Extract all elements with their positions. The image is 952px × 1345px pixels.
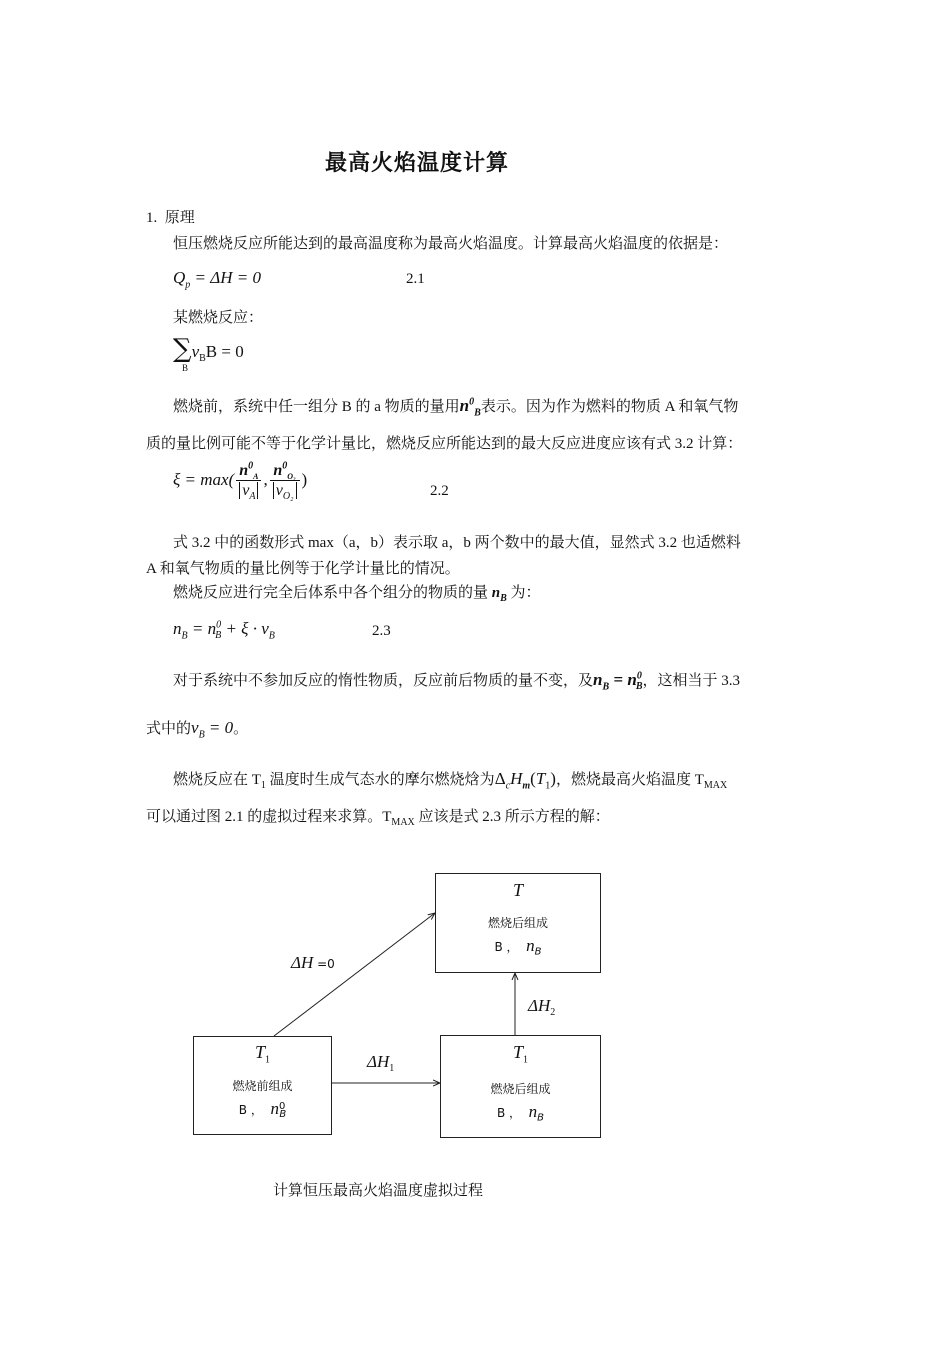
right-species-b: B ， xyxy=(496,1106,522,1120)
left-label: 燃烧前组成 xyxy=(232,1079,293,1093)
delta-h-diag: ΔH xyxy=(291,953,314,972)
para5-t1-sub: 1 xyxy=(260,780,266,791)
intro-paragraph: 恒压燃烧反应所能达到的最高温度称为最高火焰温度。计算最高火焰温度的依据是： xyxy=(173,236,729,252)
left-temp-sub: 1 xyxy=(265,1054,270,1066)
eq2-num1: n xyxy=(239,462,249,479)
para2-line2: 质的量比例可能不等于化学计量比，燃烧反应所能达到的最大反应进度应该有式 3.2 计算： xyxy=(146,436,743,452)
para3-line2: A 和氧气物质的量比例等于化学计量比的情况。 xyxy=(146,561,460,577)
para5-line1-b: 温度时生成气态水的摩尔燃烧焓为 xyxy=(265,772,495,788)
section-number: 1. xyxy=(146,210,158,226)
eq3-mid-sub: B xyxy=(215,630,222,642)
nB-equals-n0B: $n_B = n^0_B$ xyxy=(593,670,643,693)
state-box-final xyxy=(435,873,601,973)
para4-line1-b: ，这相当于 3.3 xyxy=(642,673,740,689)
para5-line1-c: ，燃烧最高火焰温度 T xyxy=(555,772,704,788)
label-delta-h-zero xyxy=(291,953,335,973)
right-n: n xyxy=(528,1102,538,1121)
equation-label-2-3: 2.3 xyxy=(372,623,391,639)
state-box-initial xyxy=(193,1036,332,1135)
sum-symbol: ∑ xyxy=(173,334,192,364)
top-species xyxy=(436,936,600,956)
left-temp-t: T xyxy=(254,1042,265,1062)
para5-line1-a: 燃烧反应在 T xyxy=(173,772,261,788)
label-delta-h2 xyxy=(528,996,556,1019)
top-species-b: B ， xyxy=(494,940,519,954)
right-n-sub: B xyxy=(537,1112,545,1124)
para3-line1: 式 3.2 中的函数形式 max（a，b）表示取 a，b 两个数中的最大值，显然式 3.2 也适燃料 xyxy=(173,535,741,551)
sum-under: B xyxy=(182,363,189,373)
eq3-rest-sub: B xyxy=(268,630,275,642)
eq2-den2: ν xyxy=(275,482,283,499)
left-species-b: B ， xyxy=(238,1103,263,1117)
nuB-zero: $\nu_B = 0$ xyxy=(191,718,234,741)
para5-tmax-sub: MAX xyxy=(703,780,728,791)
eq2-den1-sub: A xyxy=(249,491,256,503)
label-delta-h1 xyxy=(367,1052,395,1075)
eq3-lhs: n xyxy=(173,619,182,638)
state-box-intermediate xyxy=(440,1035,601,1138)
para4-line2-a: 式中的 xyxy=(146,721,192,737)
delta-h-diag-rest: =0 xyxy=(313,957,335,971)
para3-line3-a: 燃烧反应进行完全后体系中各个组分的物质的量 xyxy=(173,585,492,601)
eq1-lhs-sub: p xyxy=(185,279,191,291)
nu-symbol: ν xyxy=(191,342,200,361)
eq2-num2-sup: 0 xyxy=(282,460,288,472)
eq2-num1-sup: 0 xyxy=(248,460,254,472)
equation-label-2-1: 2.1 xyxy=(406,271,425,287)
eq2-close: ) xyxy=(301,469,308,489)
eq2-sep: , xyxy=(263,469,268,489)
eq3-mid-sup: 0 xyxy=(216,619,222,631)
reaction-intro: 某燃烧反应： xyxy=(173,310,264,326)
para2-line1-b: 表示。因为作为燃料的物质 A 和氧气物 xyxy=(480,399,739,415)
top-temp: T xyxy=(512,880,523,900)
top-n: n xyxy=(526,936,535,955)
n0B-symbol: $n^0_B$ xyxy=(459,396,481,419)
reaction-rest: B = 0 xyxy=(205,342,244,361)
left-n: n xyxy=(270,1099,279,1118)
combustion-enthalpy: $\Delta_cH_m(T_1)$ xyxy=(494,769,556,792)
eq3-lhs-sub: B xyxy=(181,630,188,642)
delta-h1-sub: 1 xyxy=(389,1063,395,1075)
para5-line2-a: 可以通过图 2.1 的虚拟过程来求算。T xyxy=(146,809,392,825)
para5-line2-sub: MAX xyxy=(391,817,415,828)
figure-caption: 计算恒压最高火焰温度虚拟过程 xyxy=(273,1183,484,1199)
eq2-num2-sub: O₂ xyxy=(287,472,296,482)
right-label: 燃烧后组成 xyxy=(490,1082,551,1096)
left-temp xyxy=(194,1042,331,1066)
arrow-diagonal xyxy=(274,913,435,1036)
top-n-sub: B xyxy=(534,946,542,958)
delta-h1: ΔH xyxy=(367,1052,390,1071)
para4-line1-a: 对于系统中不参加反应的惰性物质，反应前后物质的量不变，及 xyxy=(173,673,594,689)
page-title: 最高火焰温度计算 xyxy=(325,151,510,176)
para2-line1-a: 燃烧前，系统中任一组分 B 的 a 物质的量用 xyxy=(173,399,460,415)
right-species xyxy=(441,1102,600,1122)
delta-h2: ΔH xyxy=(528,996,551,1015)
para3-var-sub: B xyxy=(500,593,507,604)
eq2-lhs: ξ = max( xyxy=(173,469,235,489)
top-label: 燃烧后组成 xyxy=(487,916,548,930)
eq2-den2-sub: O₂ xyxy=(282,491,294,503)
delta-h2-sub: 2 xyxy=(550,1007,556,1019)
para4-line2-b: 。 xyxy=(233,721,249,737)
eq2-num1-sub: A xyxy=(253,472,259,482)
right-temp-sub: 1 xyxy=(523,1054,528,1066)
eq3-mid: = n xyxy=(187,619,217,638)
para3-line3-b: 为： xyxy=(506,585,541,601)
eq1-lhs: Q xyxy=(173,268,186,287)
right-temp-t: T xyxy=(512,1042,523,1062)
right-temp xyxy=(441,1042,600,1066)
para3-var: n xyxy=(491,585,501,601)
eq3-rest: + ξ · ν xyxy=(221,619,269,638)
eq2-den1: ν xyxy=(242,482,250,499)
eq1-rhs: = ΔH = 0 xyxy=(190,268,261,287)
left-species xyxy=(194,1099,331,1119)
eq2-num2: n xyxy=(273,462,283,479)
nu-sub: B xyxy=(199,353,206,365)
para5-line2-b: 应该是式 2.3 所示方程的解： xyxy=(414,809,610,825)
section-heading-text: 原理 xyxy=(164,210,195,226)
equation-label-2-2: 2.2 xyxy=(430,483,449,499)
left-n-sub: B xyxy=(279,1109,287,1121)
left-n-sup: 0 xyxy=(278,1101,286,1112)
